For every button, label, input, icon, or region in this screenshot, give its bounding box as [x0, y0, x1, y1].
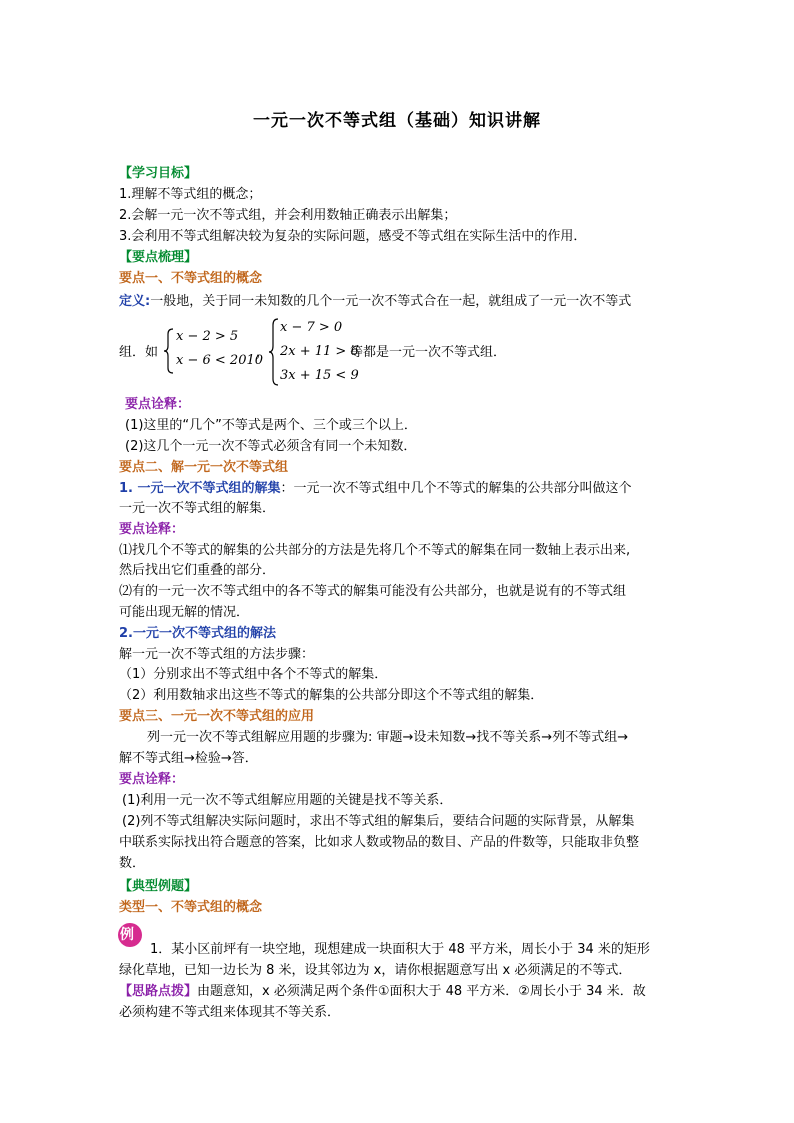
- note-item: 数．: [119, 856, 146, 871]
- goal-item: 3.会利用不等式组解决较为复杂的实际问题，感受不等式组在实际生活中的作用．: [119, 229, 587, 244]
- note-item: (1)这里的“几个”不等式是两个、三个或三个以上．: [125, 418, 417, 433]
- note-item: ⑴找几个不等式的解集的公共部分的方法是先将几个不等式的解集在同一数轴上表示出来,: [119, 543, 631, 558]
- definition-text: 一般地，关于同一未知数的几个一元一次不等式合在一起，就组成了一元一次不等式: [150, 294, 632, 309]
- note-label: 要点诠释：: [119, 522, 185, 537]
- system1-line1: x − 2 > 5: [176, 329, 239, 344]
- hint-text-cont: 必须构建不等式组来体现其不等关系．: [119, 1005, 341, 1020]
- goal-item: 2.会解一元一次不等式组，并会利用数轴正确表示出解集；: [119, 208, 457, 223]
- method-heading: 2.一元一次不等式组的解法: [119, 626, 276, 641]
- solution-set-text: ：一元一次不等式组中几个不等式的解集的公共部分叫做这个: [280, 481, 632, 496]
- steps-intro: 解一元一次不等式组的方法步骤：: [119, 647, 315, 662]
- point3-heading: 要点三、一元一次不等式组的应用: [119, 709, 315, 724]
- example-prefix: 组．如: [119, 345, 159, 360]
- system2-line3: 3x + 15 < 9: [280, 368, 359, 383]
- points-heading: 【要点梳理】: [119, 250, 198, 265]
- system1-line2: x − 6 < 2010: [176, 353, 264, 368]
- hint-text: 由题意知，x 必须满足两个条件①面积大于 48 平方米．②周长小于 34 米．故: [197, 984, 646, 999]
- application-steps: 列一元一次不等式组解应用题的步骤为: 审题→设未知数→找不等关系→列不等式组→: [147, 730, 629, 745]
- solution-set-line: [119, 480, 632, 498]
- note-item: (2)这几个一元一次不等式必须含有同一个未知数．: [125, 439, 417, 454]
- note-item: 中联系实际找出符合题意的答案，比如求人数或物品的数目、产品的件数等，只能取非负整: [119, 835, 640, 850]
- example-text: 1．某小区前坪有一块空地，现想建成一块面积大于 48 平方米，周长小于 34 米的矩形: [150, 942, 650, 957]
- hint-line: [119, 983, 646, 1001]
- system2-line2: 2x + 11 > 6: [280, 344, 359, 359]
- hint-label: 【思路点拨】: [119, 984, 198, 999]
- page-title: 一元一次不等式组（基础）知识讲解: [253, 111, 541, 131]
- note-item: ⑵有的一元一次不等式组中的各不等式的解集可能没有公共部分，也就是说有的不等式组: [119, 584, 627, 599]
- note-item: 可能出现无解的情况．: [119, 605, 250, 620]
- definition-label: 定义:: [119, 294, 151, 309]
- left-brace-icon: [268, 318, 280, 386]
- point2-heading: 要点二、解一元一次不等式组: [119, 460, 289, 475]
- example-suffix: 等都是一元一次不等式组．: [350, 345, 507, 360]
- application-steps-cont: 解不等式组→检验→答．: [119, 751, 258, 766]
- note-item: (2)列不等式组解决实际问题时，求出不等式组的解集后，要结合问题的实际背景，从解集: [122, 814, 635, 829]
- examples-heading: 【典型例题】: [119, 879, 198, 894]
- solution-set-label: 1. 一元一次不等式组的解集: [119, 481, 281, 496]
- note-label: 要点诠释：: [125, 397, 191, 412]
- note-item: 然后找出它们重叠的部分．: [119, 563, 276, 578]
- example-text: 绿化草地，已知一边长为 8 米，设其邻边为 x，请你根据题意写出 x 必须满足的不等式．: [119, 963, 632, 978]
- comma: ，: [256, 345, 270, 360]
- example-badge-label: 例: [120, 927, 134, 943]
- step-item: （1）分别求出不等式组中各个不等式的解集．: [119, 667, 388, 682]
- definition-line: [119, 293, 631, 311]
- note-item: (1)利用一元一次不等式组解应用题的关键是找不等关系．: [122, 793, 453, 808]
- goals-heading: 【学习目标】: [119, 166, 198, 181]
- type1-heading: 类型一、不等式组的概念: [119, 900, 263, 915]
- step-item: （2）利用数轴求出这些不等式的解集的公共部分即这个不等式组的解集．: [119, 688, 544, 703]
- solution-set-text-cont: 一元一次不等式组的解集．: [119, 501, 276, 516]
- left-brace-icon: [163, 328, 175, 374]
- point1-heading: 要点一、不等式组的概念: [119, 271, 263, 286]
- system2-line1: x − 7 > 0: [280, 320, 343, 335]
- note-label: 要点诠释：: [119, 772, 185, 787]
- goal-item: 1.理解不等式组的概念；: [119, 187, 262, 202]
